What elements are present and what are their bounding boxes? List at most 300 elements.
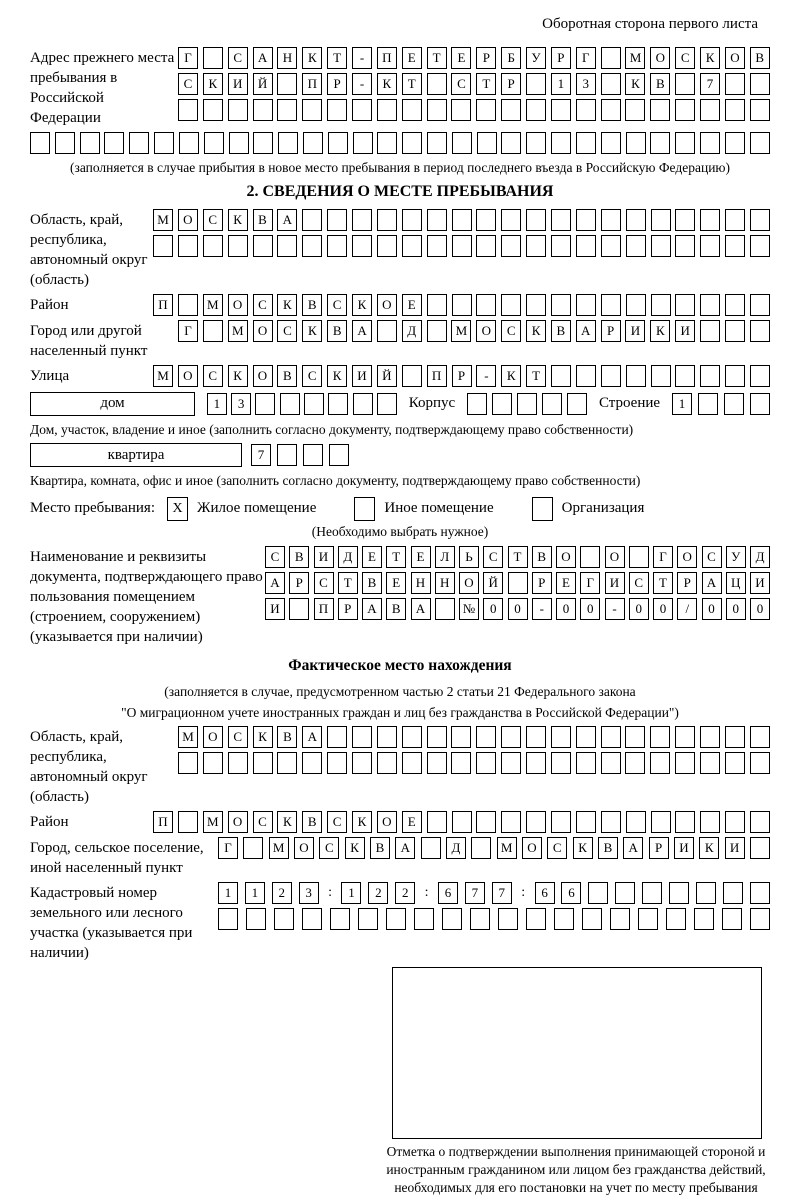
- char-box[interactable]: К: [302, 47, 322, 69]
- char-box[interactable]: [526, 132, 546, 154]
- char-box[interactable]: -: [476, 365, 496, 387]
- char-box[interactable]: С: [228, 47, 248, 69]
- char-box[interactable]: [476, 235, 496, 257]
- char-box[interactable]: [722, 908, 742, 930]
- char-box[interactable]: П: [153, 811, 173, 833]
- char-box[interactable]: О: [677, 546, 697, 568]
- char-box[interactable]: Е: [362, 546, 382, 568]
- char-box[interactable]: А: [411, 598, 431, 620]
- char-box[interactable]: О: [459, 572, 479, 594]
- char-box[interactable]: [700, 132, 720, 154]
- char-box[interactable]: [651, 235, 671, 257]
- char-box[interactable]: [253, 752, 273, 774]
- char-box[interactable]: В: [362, 572, 382, 594]
- char-box[interactable]: К: [501, 365, 521, 387]
- char-box[interactable]: [402, 209, 422, 231]
- char-box[interactable]: 6: [535, 882, 555, 904]
- char-box[interactable]: [650, 99, 670, 121]
- char-box[interactable]: В: [370, 837, 390, 859]
- char-box[interactable]: [750, 294, 770, 316]
- char-box[interactable]: [427, 73, 447, 95]
- char-box[interactable]: [178, 99, 198, 121]
- char-box[interactable]: А: [302, 726, 322, 748]
- char-box[interactable]: Р: [551, 47, 571, 69]
- char-box[interactable]: О: [228, 811, 248, 833]
- char-box[interactable]: [725, 132, 745, 154]
- char-box[interactable]: [246, 908, 266, 930]
- house-box[interactable]: [30, 392, 195, 416]
- char-box[interactable]: [203, 320, 223, 342]
- char-box[interactable]: [675, 73, 695, 95]
- char-box[interactable]: И: [314, 546, 334, 568]
- char-box[interactable]: 1: [551, 73, 571, 95]
- char-box[interactable]: С: [675, 47, 695, 69]
- char-box[interactable]: [476, 99, 496, 121]
- char-box[interactable]: [666, 908, 686, 930]
- char-box[interactable]: А: [576, 320, 596, 342]
- char-box[interactable]: О: [725, 47, 745, 69]
- char-box[interactable]: М: [451, 320, 471, 342]
- char-box[interactable]: [470, 908, 490, 930]
- char-box[interactable]: [642, 882, 662, 904]
- char-box[interactable]: [675, 209, 695, 231]
- char-box[interactable]: [651, 365, 671, 387]
- char-box[interactable]: [551, 99, 571, 121]
- char-box[interactable]: [675, 235, 695, 257]
- char-box[interactable]: [526, 73, 546, 95]
- char-box[interactable]: [452, 132, 472, 154]
- stay-option-other-checkbox[interactable]: [354, 497, 375, 521]
- char-box[interactable]: [280, 393, 300, 415]
- char-box[interactable]: Е: [556, 572, 576, 594]
- char-box[interactable]: С: [203, 209, 223, 231]
- char-box[interactable]: [508, 572, 528, 594]
- char-box[interactable]: [302, 908, 322, 930]
- char-box[interactable]: [352, 99, 372, 121]
- char-box[interactable]: [402, 99, 422, 121]
- char-box[interactable]: [327, 726, 347, 748]
- char-box[interactable]: К: [277, 294, 297, 316]
- char-box[interactable]: [750, 811, 770, 833]
- char-box[interactable]: О: [178, 365, 198, 387]
- char-box[interactable]: [675, 294, 695, 316]
- char-box[interactable]: В: [289, 546, 309, 568]
- char-box[interactable]: [723, 882, 743, 904]
- char-box[interactable]: А: [265, 572, 285, 594]
- char-box[interactable]: О: [253, 365, 273, 387]
- char-box[interactable]: [178, 294, 198, 316]
- char-box[interactable]: Б: [501, 47, 521, 69]
- char-box[interactable]: [601, 99, 621, 121]
- char-box[interactable]: О: [650, 47, 670, 69]
- char-box[interactable]: [451, 752, 471, 774]
- char-box[interactable]: В: [386, 598, 406, 620]
- char-box[interactable]: [304, 393, 324, 415]
- char-box[interactable]: [601, 209, 621, 231]
- char-box[interactable]: [625, 99, 645, 121]
- char-box[interactable]: [427, 132, 447, 154]
- char-box[interactable]: №: [459, 598, 479, 620]
- char-box[interactable]: [353, 132, 373, 154]
- char-box[interactable]: К: [327, 365, 347, 387]
- char-box[interactable]: [501, 726, 521, 748]
- char-box[interactable]: [551, 235, 571, 257]
- char-box[interactable]: 0: [750, 598, 770, 620]
- char-box[interactable]: [698, 393, 718, 415]
- char-box[interactable]: [377, 752, 397, 774]
- char-box[interactable]: [228, 752, 248, 774]
- char-box[interactable]: [601, 294, 621, 316]
- char-box[interactable]: В: [302, 294, 322, 316]
- char-box[interactable]: К: [352, 811, 372, 833]
- char-box[interactable]: [178, 752, 198, 774]
- char-box[interactable]: [725, 752, 745, 774]
- char-box[interactable]: [427, 209, 447, 231]
- char-box[interactable]: [229, 132, 249, 154]
- char-box[interactable]: [700, 752, 720, 774]
- char-box[interactable]: С: [178, 73, 198, 95]
- char-box[interactable]: [302, 752, 322, 774]
- char-box[interactable]: А: [253, 47, 273, 69]
- char-box[interactable]: 0: [726, 598, 746, 620]
- char-box[interactable]: [328, 132, 348, 154]
- char-box[interactable]: Р: [327, 73, 347, 95]
- char-box[interactable]: Й: [253, 73, 273, 95]
- char-box[interactable]: Д: [338, 546, 358, 568]
- char-box[interactable]: [724, 393, 744, 415]
- char-box[interactable]: [610, 908, 630, 930]
- char-box[interactable]: П: [314, 598, 334, 620]
- char-box[interactable]: М: [178, 726, 198, 748]
- char-box[interactable]: [694, 908, 714, 930]
- char-box[interactable]: [274, 908, 294, 930]
- char-box[interactable]: [328, 393, 348, 415]
- char-box[interactable]: 1: [245, 882, 265, 904]
- char-box[interactable]: [580, 546, 600, 568]
- char-box[interactable]: К: [228, 209, 248, 231]
- char-box[interactable]: [477, 132, 497, 154]
- char-box[interactable]: [153, 235, 173, 257]
- char-box[interactable]: 0: [508, 598, 528, 620]
- char-box[interactable]: А: [352, 320, 372, 342]
- char-box[interactable]: [402, 235, 422, 257]
- char-box[interactable]: [435, 598, 455, 620]
- char-box[interactable]: [750, 393, 770, 415]
- char-box[interactable]: О: [228, 294, 248, 316]
- char-box[interactable]: [377, 235, 397, 257]
- char-box[interactable]: О: [377, 294, 397, 316]
- char-box[interactable]: Т: [653, 572, 673, 594]
- char-box[interactable]: [414, 908, 434, 930]
- char-box[interactable]: [750, 73, 770, 95]
- char-box[interactable]: Т: [338, 572, 358, 594]
- char-box[interactable]: [204, 132, 224, 154]
- char-box[interactable]: О: [203, 726, 223, 748]
- char-box[interactable]: [179, 132, 199, 154]
- char-box[interactable]: [352, 726, 372, 748]
- char-box[interactable]: [203, 752, 223, 774]
- char-box[interactable]: Ь: [459, 546, 479, 568]
- char-box[interactable]: [228, 99, 248, 121]
- char-box[interactable]: К: [700, 47, 720, 69]
- char-box[interactable]: А: [395, 837, 415, 859]
- char-box[interactable]: К: [650, 320, 670, 342]
- char-box[interactable]: [576, 752, 596, 774]
- char-box[interactable]: [750, 132, 770, 154]
- char-box[interactable]: Ц: [726, 572, 746, 594]
- char-box[interactable]: В: [277, 365, 297, 387]
- char-box[interactable]: [582, 908, 602, 930]
- char-box[interactable]: И: [675, 320, 695, 342]
- char-box[interactable]: Е: [451, 47, 471, 69]
- char-box[interactable]: [501, 752, 521, 774]
- char-box[interactable]: [601, 132, 621, 154]
- char-box[interactable]: 0: [483, 598, 503, 620]
- char-box[interactable]: 7: [492, 882, 512, 904]
- char-box[interactable]: [626, 132, 646, 154]
- char-box[interactable]: /: [677, 598, 697, 620]
- char-box[interactable]: [421, 837, 441, 859]
- char-box[interactable]: А: [277, 209, 297, 231]
- char-box[interactable]: Г: [178, 320, 198, 342]
- char-box[interactable]: К: [377, 73, 397, 95]
- char-box[interactable]: [386, 908, 406, 930]
- char-box[interactable]: Д: [446, 837, 466, 859]
- char-box[interactable]: М: [269, 837, 289, 859]
- char-box[interactable]: [203, 47, 223, 69]
- char-box[interactable]: [576, 726, 596, 748]
- char-box[interactable]: [675, 132, 695, 154]
- char-box[interactable]: [377, 320, 397, 342]
- char-box[interactable]: [725, 209, 745, 231]
- char-box[interactable]: [696, 882, 716, 904]
- char-box[interactable]: [526, 235, 546, 257]
- char-box[interactable]: В: [327, 320, 347, 342]
- char-box[interactable]: [492, 393, 512, 415]
- char-box[interactable]: [377, 132, 397, 154]
- char-box[interactable]: [700, 235, 720, 257]
- char-box[interactable]: [650, 132, 670, 154]
- char-box[interactable]: [725, 320, 745, 342]
- char-box[interactable]: [626, 294, 646, 316]
- char-box[interactable]: У: [726, 546, 746, 568]
- char-box[interactable]: [498, 908, 518, 930]
- char-box[interactable]: П: [153, 294, 173, 316]
- char-box[interactable]: [651, 209, 671, 231]
- char-box[interactable]: [625, 726, 645, 748]
- char-box[interactable]: С: [265, 546, 285, 568]
- char-box[interactable]: К: [203, 73, 223, 95]
- stay-option-organization-checkbox[interactable]: [532, 497, 553, 521]
- char-box[interactable]: 0: [702, 598, 722, 620]
- char-box[interactable]: И: [605, 572, 625, 594]
- char-box[interactable]: -: [352, 47, 372, 69]
- char-box[interactable]: Р: [677, 572, 697, 594]
- char-box[interactable]: И: [750, 572, 770, 594]
- char-box[interactable]: Р: [501, 73, 521, 95]
- char-box[interactable]: [476, 752, 496, 774]
- char-box[interactable]: [277, 73, 297, 95]
- char-box[interactable]: [750, 365, 770, 387]
- char-box[interactable]: [551, 726, 571, 748]
- char-box[interactable]: [601, 726, 621, 748]
- char-box[interactable]: [526, 752, 546, 774]
- char-box[interactable]: [30, 132, 50, 154]
- char-box[interactable]: И: [725, 837, 745, 859]
- char-box[interactable]: О: [605, 546, 625, 568]
- char-box[interactable]: [650, 752, 670, 774]
- char-box[interactable]: М: [153, 209, 173, 231]
- char-box[interactable]: [725, 73, 745, 95]
- char-box[interactable]: [427, 294, 447, 316]
- char-box[interactable]: [629, 546, 649, 568]
- char-box[interactable]: О: [377, 811, 397, 833]
- char-box[interactable]: [353, 393, 373, 415]
- char-box[interactable]: [476, 811, 496, 833]
- char-box[interactable]: [427, 235, 447, 257]
- char-box[interactable]: [277, 235, 297, 257]
- char-box[interactable]: 2: [395, 882, 415, 904]
- char-box[interactable]: [551, 294, 571, 316]
- char-box[interactable]: 2: [368, 882, 388, 904]
- char-box[interactable]: [750, 726, 770, 748]
- char-box[interactable]: В: [253, 209, 273, 231]
- char-box[interactable]: [517, 393, 537, 415]
- char-box[interactable]: [567, 393, 587, 415]
- char-box[interactable]: [551, 365, 571, 387]
- char-box[interactable]: Т: [526, 365, 546, 387]
- char-box[interactable]: И: [352, 365, 372, 387]
- char-box[interactable]: [203, 99, 223, 121]
- char-box[interactable]: 7: [251, 444, 271, 466]
- char-box[interactable]: Д: [750, 546, 770, 568]
- char-box[interactable]: У: [526, 47, 546, 69]
- char-box[interactable]: [476, 726, 496, 748]
- char-box[interactable]: [303, 444, 323, 466]
- char-box[interactable]: [255, 393, 275, 415]
- char-box[interactable]: [80, 132, 100, 154]
- char-box[interactable]: [576, 294, 596, 316]
- char-box[interactable]: [651, 811, 671, 833]
- char-box[interactable]: [243, 837, 263, 859]
- char-box[interactable]: [588, 882, 608, 904]
- char-box[interactable]: С: [302, 365, 322, 387]
- char-box[interactable]: [501, 811, 521, 833]
- char-box[interactable]: М: [153, 365, 173, 387]
- char-box[interactable]: 2: [272, 882, 292, 904]
- char-box[interactable]: [725, 365, 745, 387]
- char-box[interactable]: К: [352, 294, 372, 316]
- char-box[interactable]: [576, 99, 596, 121]
- char-box[interactable]: [253, 99, 273, 121]
- char-box[interactable]: [501, 99, 521, 121]
- char-box[interactable]: [501, 235, 521, 257]
- char-box[interactable]: [750, 209, 770, 231]
- char-box[interactable]: М: [625, 47, 645, 69]
- char-box[interactable]: Д: [402, 320, 422, 342]
- char-box[interactable]: С: [483, 546, 503, 568]
- char-box[interactable]: Р: [601, 320, 621, 342]
- char-box[interactable]: И: [228, 73, 248, 95]
- char-box[interactable]: 1: [218, 882, 238, 904]
- char-box[interactable]: [725, 99, 745, 121]
- char-box[interactable]: Р: [452, 365, 472, 387]
- char-box[interactable]: С: [253, 811, 273, 833]
- char-box[interactable]: [626, 235, 646, 257]
- char-box[interactable]: [330, 908, 350, 930]
- char-box[interactable]: [277, 752, 297, 774]
- char-box[interactable]: [277, 99, 297, 121]
- char-box[interactable]: К: [228, 365, 248, 387]
- char-box[interactable]: [601, 811, 621, 833]
- char-box[interactable]: С: [327, 811, 347, 833]
- char-box[interactable]: [551, 209, 571, 231]
- char-box[interactable]: [327, 235, 347, 257]
- char-box[interactable]: П: [427, 365, 447, 387]
- char-box[interactable]: [327, 209, 347, 231]
- char-box[interactable]: Т: [476, 73, 496, 95]
- char-box[interactable]: [228, 235, 248, 257]
- char-box[interactable]: Т: [386, 546, 406, 568]
- char-box[interactable]: [725, 235, 745, 257]
- char-box[interactable]: [554, 908, 574, 930]
- char-box[interactable]: -: [605, 598, 625, 620]
- char-box[interactable]: [601, 235, 621, 257]
- char-box[interactable]: И: [625, 320, 645, 342]
- char-box[interactable]: [675, 811, 695, 833]
- char-box[interactable]: [601, 752, 621, 774]
- char-box[interactable]: К: [345, 837, 365, 859]
- char-box[interactable]: [278, 132, 298, 154]
- char-box[interactable]: [750, 908, 770, 930]
- char-box[interactable]: Т: [427, 47, 447, 69]
- char-box[interactable]: [700, 294, 720, 316]
- char-box[interactable]: [542, 393, 562, 415]
- char-box[interactable]: О: [253, 320, 273, 342]
- char-box[interactable]: [452, 294, 472, 316]
- char-box[interactable]: [625, 752, 645, 774]
- char-box[interactable]: К: [526, 320, 546, 342]
- char-box[interactable]: О: [476, 320, 496, 342]
- char-box[interactable]: [289, 598, 309, 620]
- char-box[interactable]: К: [302, 320, 322, 342]
- char-box[interactable]: С: [228, 726, 248, 748]
- char-box[interactable]: [218, 908, 238, 930]
- char-box[interactable]: [402, 752, 422, 774]
- char-box[interactable]: 3: [576, 73, 596, 95]
- char-box[interactable]: [377, 209, 397, 231]
- char-box[interactable]: О: [556, 546, 576, 568]
- char-box[interactable]: [700, 209, 720, 231]
- char-box[interactable]: 3: [299, 882, 319, 904]
- char-box[interactable]: К: [573, 837, 593, 859]
- char-box[interactable]: [327, 752, 347, 774]
- char-box[interactable]: [638, 908, 658, 930]
- char-box[interactable]: А: [362, 598, 382, 620]
- char-box[interactable]: О: [294, 837, 314, 859]
- char-box[interactable]: [750, 320, 770, 342]
- char-box[interactable]: 1: [341, 882, 361, 904]
- char-box[interactable]: Й: [377, 365, 397, 387]
- char-box[interactable]: [452, 235, 472, 257]
- char-box[interactable]: Н: [435, 572, 455, 594]
- char-box[interactable]: [750, 99, 770, 121]
- char-box[interactable]: [302, 209, 322, 231]
- char-box[interactable]: В: [532, 546, 552, 568]
- char-box[interactable]: В: [551, 320, 571, 342]
- char-box[interactable]: [277, 444, 297, 466]
- char-box[interactable]: И: [674, 837, 694, 859]
